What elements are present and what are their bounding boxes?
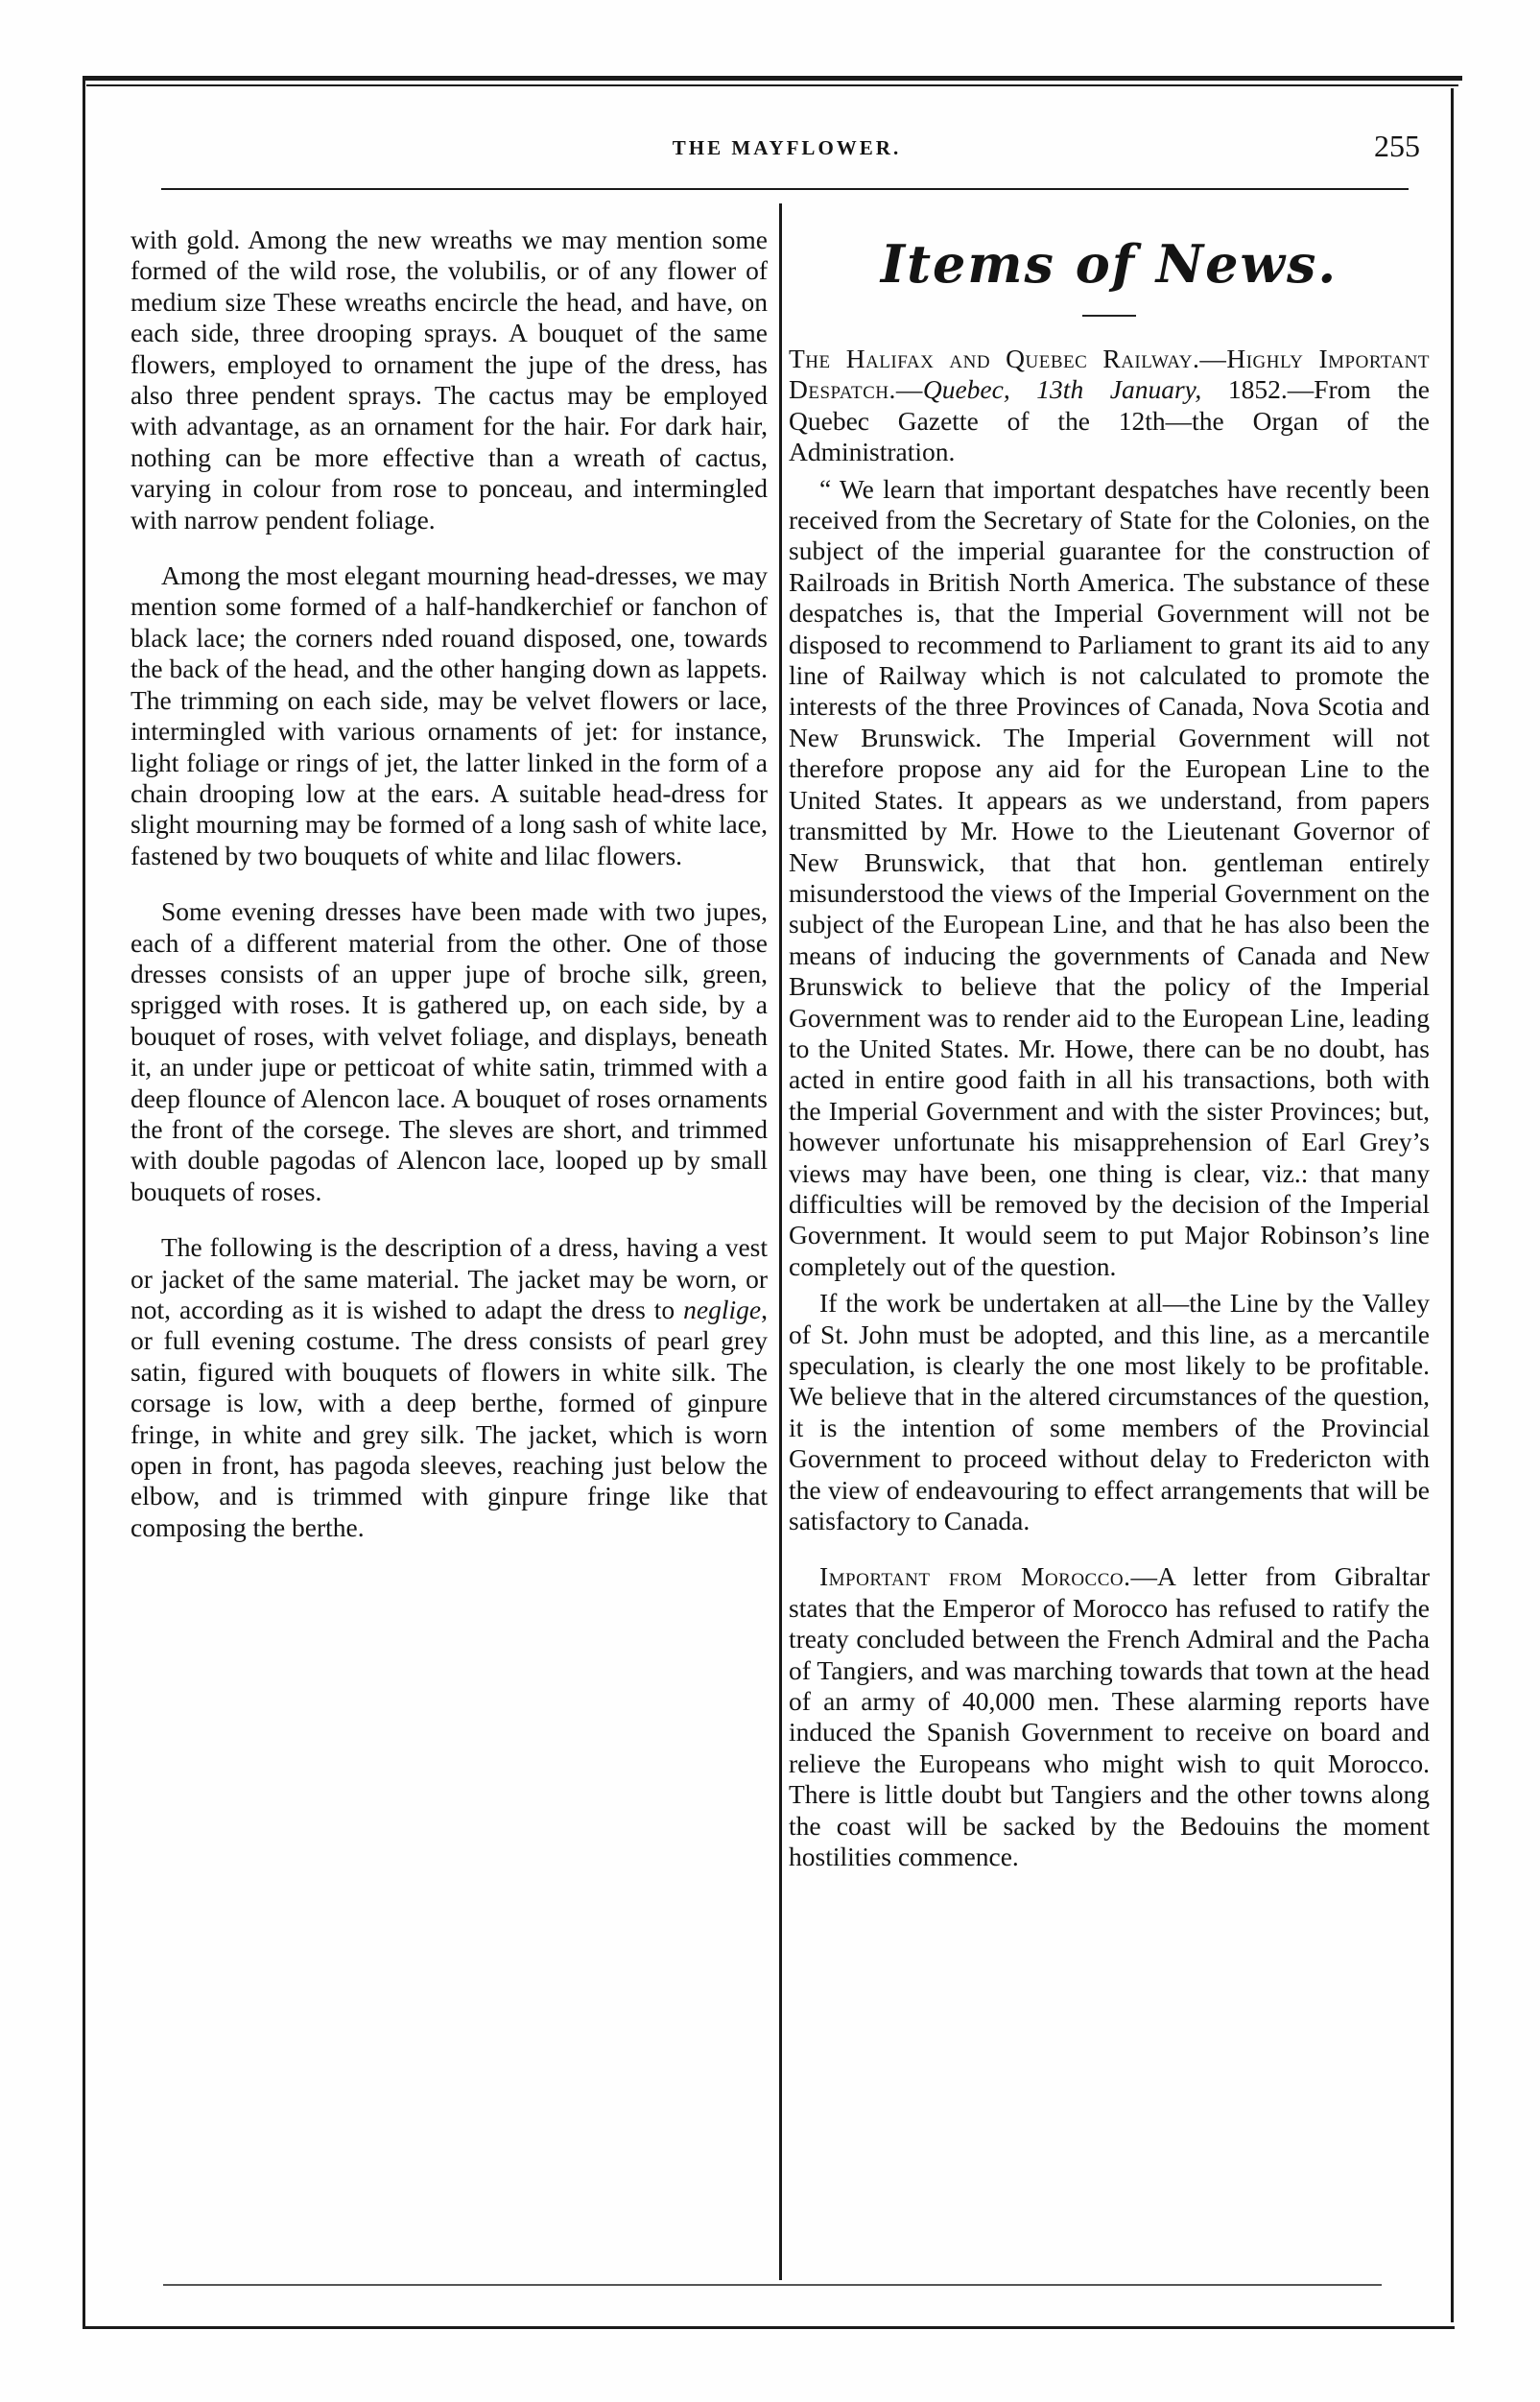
bottom-inner-rule <box>163 2284 1382 2286</box>
page-number: 255 <box>1374 129 1420 163</box>
top-border-outer <box>83 76 1462 81</box>
bottom-border <box>83 2326 1455 2329</box>
right-border <box>1451 88 1454 2322</box>
right-column <box>789 225 1430 1873</box>
dress-text-after: , or full evening costume. The dress consists of pearl grey satin, figured with bouquets of flowers in white silk. The corsage is low, with a deep berthe, formed of ginpure fringe, in white and grey silk. The jacket, which is worn open in front, has pagoda sleeves, reaching just below the elbow, and is trimmed with ginpure fringe like that composing the berthe. <box>130 1295 768 1542</box>
article-railway-headline: The Halifax and Quebec Railway.—Highly Important Despatch.— <box>789 344 1430 405</box>
dress-text-italic: neglige <box>683 1295 762 1324</box>
article-railway-heading <box>789 344 1430 468</box>
article-railway-dateline: Quebec, 13th January, <box>922 374 1202 405</box>
column-divider <box>779 203 782 2280</box>
article-railway-paragraph: “ We learn that important despatches have recently been received from the Secretary of State for the Colonies, on the subject of the imperial guarantee for the construction of Railroads in British North America. The substance of these despatches is, that the Imperial Government will not be disposed to recommend to Parliament to grant its aid to any line of Railway which is not calculated to promote the interests of the three Provinces of Canada, Nova Scotia and New Brunswick. The Imperial Government will not therefore propose any aid for the European Line to the United States. It appears as we understand, from papers transmitted by Mr. Howe to the Lieutenant Governor of New Brunswick, that that hon. gentleman entirely misunderstood the views of the Imperial Government on the subject of the European Line, and that he has also been the means of inducing the governments of Canada and New Brunswick to believe that the policy of the Imperial Government was to render aid to the European Line, leading to the United States. Mr. Howe, there can be no doubt, has acted in entire good faith in all his transactions, both with the Imperial Government and with the sister Provinces; but, however unfortunate his misapprehension of Earl Grey’s views may have been, one thing is clear, viz.: that many difficulties will be removed by the decision of the Imperial Government. It would seem to put Major Robinson’s line completely out of the question. <box>789 473 1430 1281</box>
article-morocco <box>789 1561 1430 1872</box>
left-column <box>130 225 768 1543</box>
running-header <box>154 129 1420 167</box>
dress-text-before: The following is the description of a dress, having a vest or jacket of the same material. The jacket may be worn, or not, according as it is wished to adapt the dress to <box>130 1232 768 1324</box>
article-railway-dateline-rest: 1852.—From the Quebec Gazette of the 12th—the Organ of the Administration. <box>789 374 1430 467</box>
paragraph-wreaths: with gold. Among the new wreaths we may mention some formed of the wild rose, the volubilis, or of any flower of medium size These wreaths encircle the head, and have, on each side, three drooping sprays. A bouquet of the same flowers, employed to ornament the jupe of the dress, has also three pendent sprays. The cactus may be employed with advantage, as an ornament for the hair. For dark hair, nothing can be more effective than a wreath of cactus, varying in colour from rose to ponceau, and intermingled with narrow pendent foliage. <box>130 225 768 535</box>
article-railway-paragraph: If the work be undertaken at all—the Line by the Valley of St. John must be adopted, and this line, as a mercantile speculation, is clearly the one most likely to be profitable. We believe that in the altered circumstances of the question, it is the intention of some members of the Provincial Government to proceed without delay to Fredericton with the view of endeavouring to effect arrangements that will be satisfactory to Canada. <box>789 1288 1430 1536</box>
paragraph-dress-description <box>130 1232 768 1543</box>
top-border-inner <box>86 84 1458 86</box>
section-title-rule <box>1082 315 1136 317</box>
header-rule <box>161 188 1409 190</box>
running-title: THE MAYFLOWER. <box>672 136 902 159</box>
article-morocco-text: —A letter from Gibraltar states that the Emperor of Morocco has refused to ratify the treaty concluded between the French Admiral and the Pacha of Tangiers, and was marching towards that town at the head of an army of 40,000 men. These alarming reports have induced the Spanish Government to receive on board and relieve the Europeans who might wish to quit Morocco. There is little doubt but Tangiers and the other towns along the coast will be sacked by the Bedouins the moment hostilities commence. <box>789 1561 1430 1872</box>
paragraph-evening-dresses: Some evening dresses have been made with two jupes, each of a different material from the other. One of those dresses consists of an upper jupe of broche silk, green, sprigged with roses. It is gathered up, on each side, by a bouquet of roses, with velvet foliage, and displays, beneath it, an under jupe or petticoat of white satin, trimmed with a deep flounce of Alencon lace. A bouquet of roses ornaments the front of the corsege. The sleves are short, and trimmed with double pagodas of Alencon lace, looped up by small bouquets of roses. <box>130 896 768 1206</box>
left-border <box>83 76 85 2329</box>
section-title: Items of News. <box>880 233 1339 295</box>
paragraph-mourning-headdresses: Among the most elegant mourning head-dresses, we may mention some formed of a half-handkerchief or fanchon of black lace; the corners nded rouand disposed, one, towards the back of the head, and the other hanging down as lappets. The trimming on each side, may be velvet flowers or lace, intermingled with various ornaments of jet: for instance, light foliage or rings of jet, the latter linked in the form of a chain drooping low at the ears. A suitable head-dress for slight mourning may be formed of a long sash of white lace, fastened by two bouquets of white and lilac flowers. <box>130 560 768 870</box>
article-morocco-headline: Important from Morocco. <box>819 1561 1131 1592</box>
